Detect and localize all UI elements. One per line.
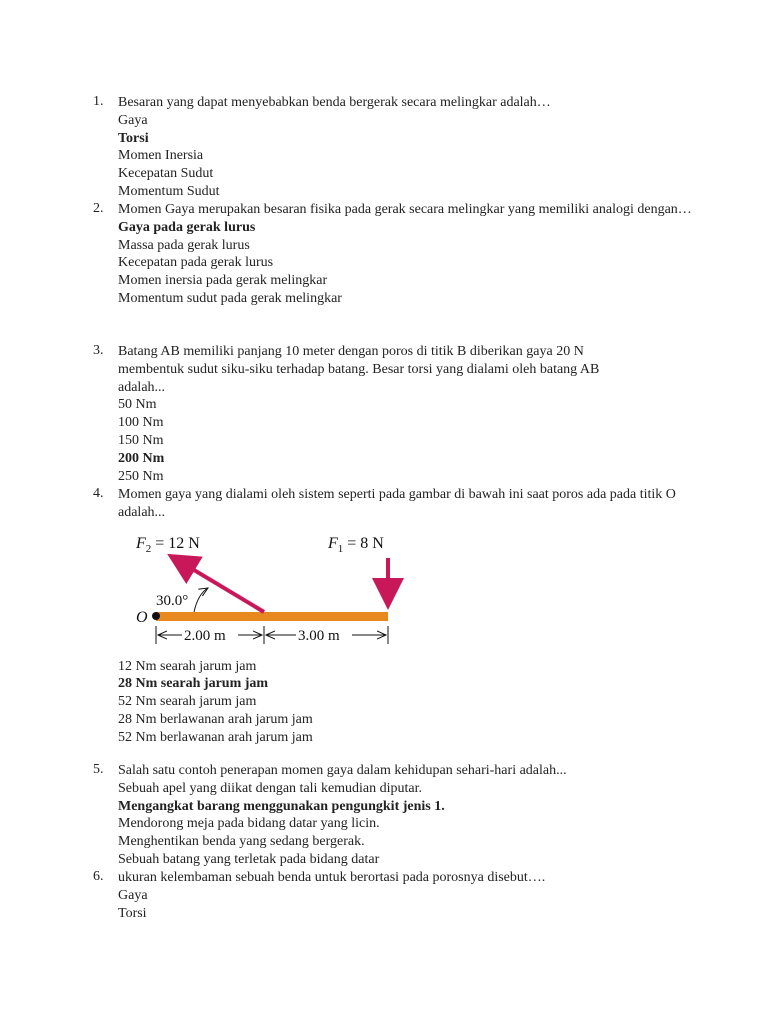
question-number: 4. — [93, 486, 104, 501]
option-c: Mendorong meja pada bidang datar yang licin. — [118, 816, 380, 832]
option-a: 12 Nm searah jarum jam — [118, 658, 257, 674]
option-a: Gaya — [118, 887, 148, 903]
question-1 — [93, 94, 693, 201]
question-number: 2. — [93, 201, 104, 216]
option-c: Kecepatan pada gerak lurus — [118, 255, 274, 271]
option-c: 150 Nm — [118, 432, 164, 448]
option-e: 250 Nm — [118, 468, 164, 484]
option-d-correct: 200 Nm — [118, 450, 165, 466]
pivot-label: O — [136, 608, 148, 626]
question-number: 6. — [93, 869, 104, 884]
option-b-correct: Mengangkat barang menggunakan pengungkit jenis 1. — [118, 798, 445, 814]
question-number: 5. — [93, 762, 104, 777]
option-d: 28 Nm berlawanan arah jarum jam — [118, 711, 313, 727]
pivot-point — [152, 612, 160, 620]
question-number: 3. — [93, 343, 104, 358]
question-3 — [93, 343, 638, 485]
option-b-correct: Torsi — [118, 130, 149, 146]
option-b: Torsi — [118, 905, 147, 921]
option-e: Sebuah batang yang terletak pada bidang datar — [118, 851, 380, 867]
option-a: 50 Nm — [118, 397, 157, 413]
question-stem: Momen Gaya merupakan besaran fisika pada gerak secara melingkar yang memiliki analogi dengan… — [118, 202, 692, 217]
option-a: Sebuah apel yang diikat dengan tali kemudian diputar. — [118, 780, 423, 796]
dimension-label-2: 3.00 m — [298, 627, 340, 644]
option-c: 52 Nm searah jarum jam — [118, 694, 257, 710]
option-c: Momen Inersia — [118, 148, 204, 164]
option-d: Menghentikan benda yang sedang bergerak. — [118, 834, 365, 850]
option-e: Momentum Sudut — [118, 183, 220, 199]
question-stem: Batang AB memiliki panjang 10 meter dengan poros di titik B diberikan gaya 20 N membentuk sudut siku-siku terhadap batang. Besar torsi yang dialami oleh batang AB adalah... — [118, 344, 600, 395]
question-5 — [93, 762, 693, 869]
question-4 — [93, 486, 683, 747]
option-e: 52 Nm berlawanan arah jarum jam — [118, 729, 313, 745]
angle-arc — [194, 588, 208, 612]
question-stem: ukuran kelembaman sebuah benda untuk berortasi pada porosnya disebut…. — [118, 870, 546, 885]
question-6 — [93, 869, 693, 922]
f2-label: $F_2 = 12$ N — [136, 534, 200, 555]
dimension-label-1: 2.00 m — [184, 627, 226, 644]
option-d: Momen inersia pada gerak melingkar — [118, 273, 328, 289]
option-b-correct: 28 Nm searah jarum jam — [118, 676, 269, 692]
torque-diagram — [118, 530, 408, 652]
option-e: Momentum sudut pada gerak melingkar — [118, 290, 342, 306]
angle-label: 30.0° — [156, 592, 189, 609]
option-a-correct: Gaya pada gerak lurus — [118, 219, 256, 235]
question-number: 1. — [93, 94, 104, 109]
question-stem: Momen gaya yang dialami oleh sistem seperti pada gambar di bawah ini saat poros ada pada titik O adalah... — [118, 487, 676, 520]
option-a: Gaya — [118, 112, 148, 128]
rod — [156, 612, 388, 621]
question-stem: Salah satu contoh penerapan momen gaya dalam kehidupan sehari-hari adalah... — [118, 763, 567, 778]
f1-label: $F_1 = 8$ N — [328, 534, 384, 555]
option-b: Massa pada gerak lurus — [118, 237, 250, 253]
option-d: Kecepatan Sudut — [118, 166, 214, 182]
question-stem: Besaran yang dapat menyebabkan benda bergerak secara melingkar adalah… — [118, 95, 551, 110]
option-b: 100 Nm — [118, 415, 164, 431]
question-2 — [93, 201, 693, 308]
